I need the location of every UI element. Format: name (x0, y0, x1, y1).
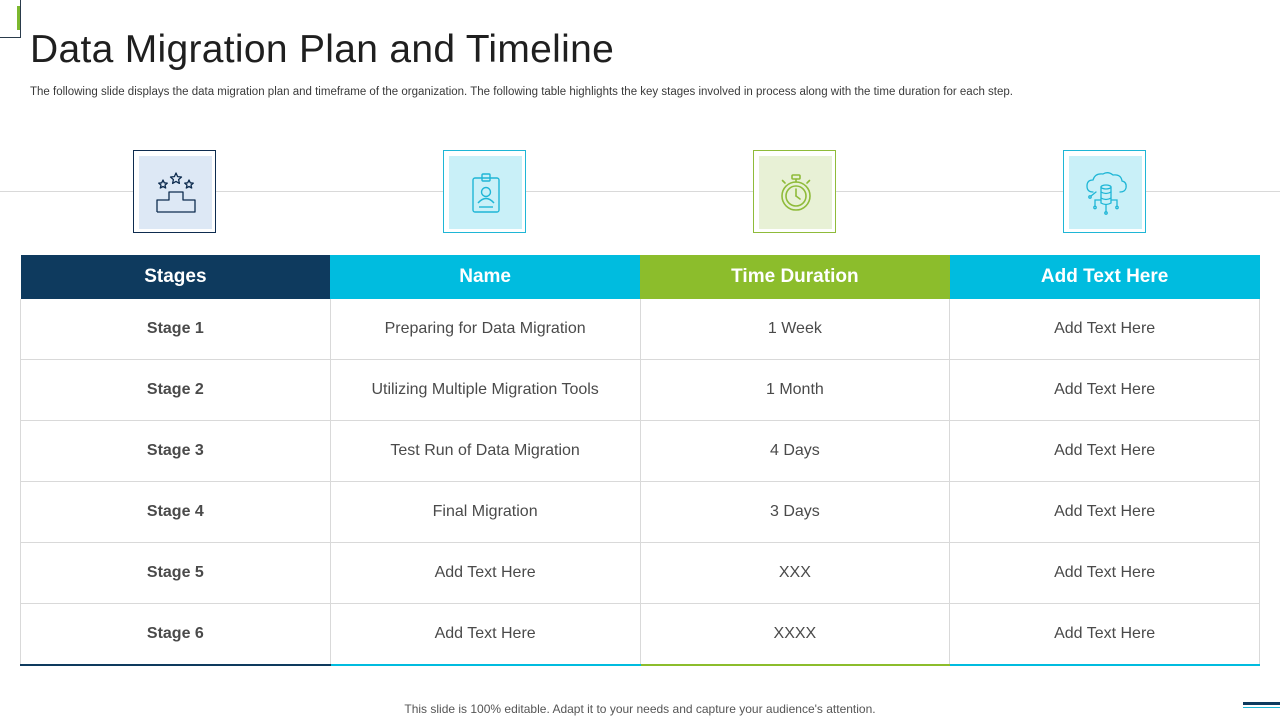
table-row (21, 604, 1260, 666)
podium-stars-icon (153, 170, 199, 216)
name-cell: Add Text Here (330, 604, 640, 666)
stage-cell: Stage 6 (21, 604, 331, 666)
table-row (21, 299, 1260, 360)
migration-plan-table (20, 255, 1260, 666)
duration-cell: 1 Week (640, 299, 950, 360)
name-cell: Test Run of Data Migration (330, 421, 640, 482)
table-header-row (21, 255, 1260, 299)
name-cell: Final Migration (330, 482, 640, 543)
text-cell: Add Text Here (950, 604, 1260, 666)
table-row (21, 482, 1260, 543)
page-subtitle: The following slide displays the data migration plan and timeframe of the organization. The following table highlights the key stages involved in process along with the time duration for each step. (30, 86, 1013, 98)
text-cell: Add Text Here (950, 421, 1260, 482)
table-row (21, 543, 1260, 604)
corner-decoration-bottom (1243, 702, 1280, 710)
name-cell: Add Text Here (330, 543, 640, 604)
name-cell: Preparing for Data Migration (330, 299, 640, 360)
stage-cell: Stage 2 (21, 360, 331, 421)
text-cell: Add Text Here (950, 543, 1260, 604)
text-cell: Add Text Here (950, 360, 1260, 421)
text-cell: Add Text Here (950, 299, 1260, 360)
table-row (21, 421, 1260, 482)
stage-cell: Stage 5 (21, 543, 331, 604)
page-title: Data Migration Plan and Timeline (30, 28, 615, 71)
table-row (21, 360, 1260, 421)
header-time-duration: Time Duration (640, 255, 950, 299)
header-stages: Stages (21, 255, 331, 299)
cloud-database-icon (1083, 170, 1129, 216)
text-cell: Add Text Here (950, 482, 1260, 543)
id-badge-icon (463, 170, 509, 216)
header-add-text: Add Text Here (950, 255, 1260, 299)
duration-cell: 1 Month (640, 360, 950, 421)
icon-card-time (753, 150, 836, 233)
icon-card-extra (1063, 150, 1146, 233)
duration-cell: 4 Days (640, 421, 950, 482)
stage-cell: Stage 4 (21, 482, 331, 543)
icon-card-stages (133, 150, 216, 233)
duration-cell: 3 Days (640, 482, 950, 543)
icon-card-name (443, 150, 526, 233)
stopwatch-icon (773, 170, 819, 216)
header-name: Name (330, 255, 640, 299)
duration-cell: XXXX (640, 604, 950, 666)
stage-cell: Stage 3 (21, 421, 331, 482)
duration-cell: XXX (640, 543, 950, 604)
corner-decoration (0, 0, 21, 38)
stage-cell: Stage 1 (21, 299, 331, 360)
name-cell: Utilizing Multiple Migration Tools (330, 360, 640, 421)
footer-note: This slide is 100% editable. Adapt it to your needs and capture your audience's attention. (404, 702, 876, 716)
